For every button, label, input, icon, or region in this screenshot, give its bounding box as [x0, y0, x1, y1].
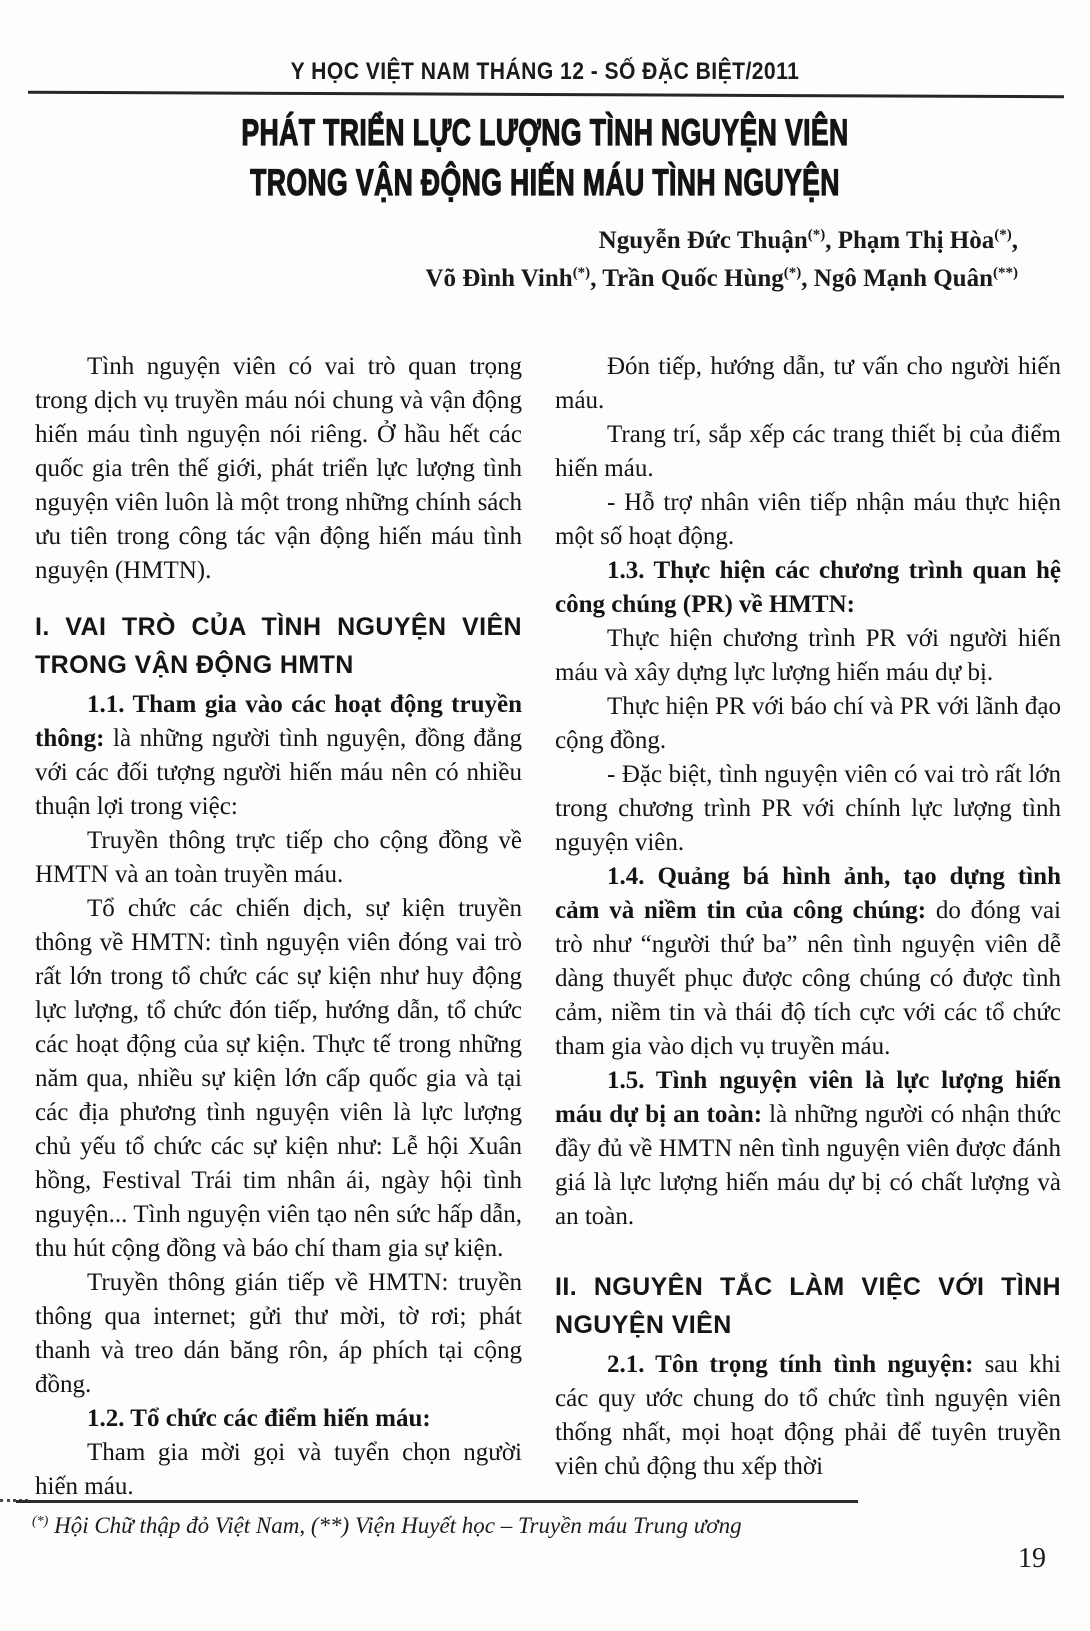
- section-heading: II. NGUYÊN TẮC LÀM VIỆC VỚI TÌNH NGUYỆN VIÊN: [555, 1273, 1061, 1339]
- author-affiliation-marker: (*): [783, 265, 802, 281]
- author-name: Phạm Thị Hòa: [837, 227, 995, 254]
- paragraph: 1.4. Quảng bá hình ảnh, tạo dựng tình cảm và niềm tin của công chúng: do đóng vai trò như “người thứ ba” nên tình nguyện viên dễ dàng thuyết phục được công chúng có được tình cảm, niềm tin và thái độ tích cực với các tổ chức tham gia vào dịch vụ truyền máu.: [555, 863, 1062, 1060]
- paragraph-lead: 1.4. Quảng bá hình ảnh, tạo dựng tình cảm và niềm tin của công chúng:: [555, 863, 1061, 924]
- footnote-rule: [16, 1500, 858, 1503]
- running-head: [0, 58, 1090, 86]
- article-title-line2: TRONG VẬN ĐỘNG HIẾN MÁU TÌNH NGUYỆN: [250, 162, 840, 203]
- paragraph: [555, 554, 1061, 622]
- paragraph: Truyền thông gián tiếp về HMTN: truyền thông qua internet; gửi thư mời, tờ rơi; phát thanh và treo dán băng rôn, áp phích tại cộng đồng.: [35, 1269, 522, 1398]
- journal-header-text: Y HỌC VIỆT NAM THÁNG 12 - SỐ ĐẶC BIỆT/2011: [290, 58, 800, 85]
- paragraph: Tham gia mời gọi và tuyển chọn người hiến máu.: [35, 1439, 522, 1500]
- paragraph-lead: 1.5. Tình nguyện viên là lực lượng hiến máu dự bị an toàn:: [555, 1067, 1061, 1128]
- section-heading: I. VAI TRÒ CỦA TÌNH NGUYỆN VIÊN TRONG VẬN ĐỘNG HMTN: [35, 613, 522, 679]
- footnote-text: Hội Chữ thập đỏ Việt Nam, (**) Viện Huyết học – Truyền máu Trung ương: [54, 1513, 742, 1538]
- author-name: Ngô Mạnh Quân: [813, 265, 993, 292]
- paragraph: Tình nguyện viên có vai trò quan trọng trong dịch vụ truyền máu nói chung và vận động hiến máu tình nguyện nói riêng. Ở hầu hết các quốc gia trên thế giới, phát triển lực lượng tình nguyện viên luôn là một trong những chính sách ưu tiên trong công tác vận động hiến máu tình nguyện (HMTN).: [35, 353, 522, 584]
- page-number: 19: [1018, 1543, 1046, 1574]
- paragraph-lead: 2.1. Tôn trọng tính tình nguyện:: [607, 1351, 974, 1378]
- left-column: [35, 350, 522, 1504]
- paragraph-lead: 1.1. Tham gia vào các hoạt động truyền thông:: [35, 691, 522, 752]
- paragraph: Trang trí, sắp xếp các trang thiết bị của điểm hiến máu.: [555, 421, 1061, 482]
- author-affiliation-marker: (*): [807, 227, 826, 243]
- article-title-line1: PHÁT TRIỂN LỰC LƯỢNG TÌNH NGUYỆN VIÊN: [241, 112, 849, 153]
- paragraph: Đón tiếp, hướng dẫn, tư vấn cho người hiến máu.: [555, 353, 1061, 414]
- header-rule: [28, 91, 1064, 99]
- author-affiliation-marker: (*): [994, 227, 1012, 243]
- paragraph: 1.1. Tham gia vào các hoạt động truyền thông: là những người tình nguyện, đồng đẳng với các đối tượng người hiến máu nên có nhiều thuận lợi trong việc:: [35, 691, 522, 820]
- paragraph-lead: 1.2. Tổ chức các điểm hiến máu:: [87, 1405, 431, 1432]
- paragraph: [35, 1402, 522, 1436]
- authors-block: [425, 222, 1018, 298]
- authors-line-1: Nguyễn Đức Thuận(*), Phạm Thị Hòa(*),: [598, 227, 1018, 254]
- footnote: [32, 1507, 952, 1541]
- paragraph: - Đặc biệt, tình nguyện viên có vai trò rất lớn trong chương trình PR với chính lực lượng tình nguyện viên.: [555, 761, 1061, 856]
- paragraph: Truyền thông trực tiếp cho cộng đồng về HMTN và an toàn truyền máu.: [35, 827, 522, 888]
- author-name: Võ Đình Vinh: [425, 265, 573, 292]
- right-column: [555, 350, 1061, 1484]
- paragraph-lead: 1.3. Thực hiện các chương trình quan hệ công chúng (PR) về HMTN:: [555, 557, 1061, 618]
- author-name: Trần Quốc Hùng: [602, 265, 784, 292]
- paragraph: 2.1. Tôn trọng tính tình nguyện: sau khi các quy ước chung do tổ chức tình nguyện viên thống nhất, mọi hoạt động phải để tuyên truyền viên chủ động thu xếp thời: [555, 1351, 1061, 1480]
- paragraph: Thực hiện PR với báo chí và PR với lãnh đạo cộng đồng.: [555, 693, 1061, 754]
- author-affiliation-marker: (*): [572, 265, 591, 281]
- column-spacer: [555, 1234, 1061, 1248]
- article-title: [0, 108, 1090, 208]
- paragraph: - Hỗ trợ nhân viên tiếp nhận máu thực hiện một số hoạt động.: [555, 489, 1061, 550]
- paragraph: 1.5. Tình nguyện viên là lực lượng hiến máu dự bị an toàn: là những người có nhận thức đầy đủ về HMTN nên tình nguyện viên được đánh giá là lực lượng hiến máu dự bị có chất lượng và an toàn.: [555, 1067, 1061, 1230]
- footnote-marker: (*): [32, 1514, 49, 1529]
- paragraph: Tổ chức các chiến dịch, sự kiện truyền thông về HMTN: tình nguyện viên đóng vai trò rất lớn trong tổ chức các sự kiện như huy động lực lượng, tổ chức đón tiếp, hướng dẫn, tổ chức các hoạt động của sự kiện. Thực tế trong những năm qua, nhiều sự kiện lớn cấp quốc gia và tại các địa phương tình nguyện viên là lực lượng chủ yếu tổ chức các sự kiện như: Lễ hội Xuân hồng, Festival Trái tim nhân ái, ngày hội tình nguyện... Tình nguyện viên tạo nên sức hấp dẫn, thu hút cộng đồng và báo chí tham gia sự kiện.: [35, 895, 522, 1262]
- author-name: Nguyễn Đức Thuận: [598, 227, 808, 254]
- author-affiliation-marker: (**): [993, 265, 1018, 281]
- authors-line-2: Võ Đình Vinh(*), Trần Quốc Hùng(*), Ngô Mạnh Quân(**): [425, 265, 1018, 292]
- paragraph: Thực hiện chương trình PR với người hiến máu và xây dựng lực lượng hiến máu dự bị.: [555, 625, 1061, 686]
